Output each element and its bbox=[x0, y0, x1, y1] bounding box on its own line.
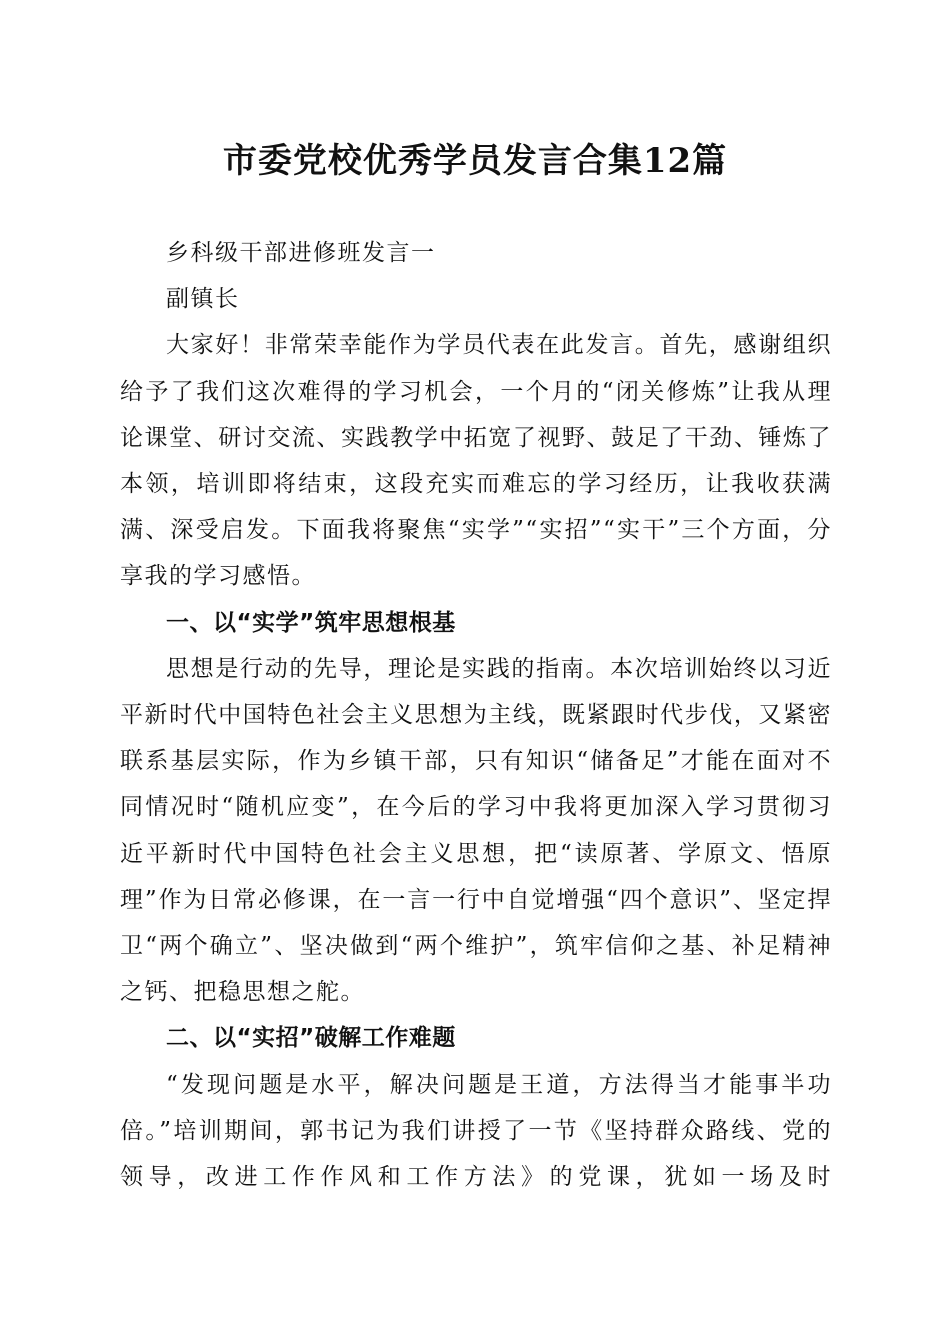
section-heading-2: 二、以“实招”破解工作难题 bbox=[166, 1025, 456, 1052]
section-2-paragraph: “发现问题是水平，解决问题是王道，方法得当才能事半功倍。”培训期间，郭书记为我们讲授了一节《坚持群众路线、党的领导，改进工作作风和工作方法》的党课，犹如一场及时 bbox=[120, 1071, 832, 1191]
speaker-role: 副镇长 bbox=[166, 286, 240, 313]
document-body bbox=[120, 230, 832, 1200]
document-title: 市委党校优秀学员发言合集12篇 bbox=[222, 141, 728, 181]
section-heading-1: 一、以“实学”筑牢思想根基 bbox=[166, 609, 456, 636]
subtitle: 乡科级干部进修班发言一 bbox=[166, 240, 436, 266]
intro-paragraph: 大家好！非常荣幸能作为学员代表在此发言。首先，感谢组织给予了我们这次难得的学习机会，一个月的“闭关修炼”让我从理论课堂、研讨交流、实践教学中拓宽了视野、鼓足了干劲、锤炼了本领，培训即将结束，这段充实而难忘的学习经历，让我收获满满、深受启发。下面我将聚焦“实学”“实招”“实干”三个方面，分享我的学习感悟。 bbox=[120, 332, 832, 590]
section-1-paragraph: 思想是行动的先导，理论是实践的指南。本次培训始终以习近平新时代中国特色社会主义思想为主线，既紧跟时代步伐，又紧密联系基层实际，作为乡镇干部，只有知识“储备足”才能在面对不同情况时“随机应变”，在今后的学习中我将更加深入学习贯彻习近平新时代中国特色社会主义思想，把“读原著、学原文、悟原理”作为日常必修课，在一言一行中自觉增强“四个意识”、坚定捍卫“两个确立”、坚决做到“两个维护”，筑牢信仰之基、补足精神之钙、把稳思想之舵。 bbox=[120, 655, 832, 1006]
